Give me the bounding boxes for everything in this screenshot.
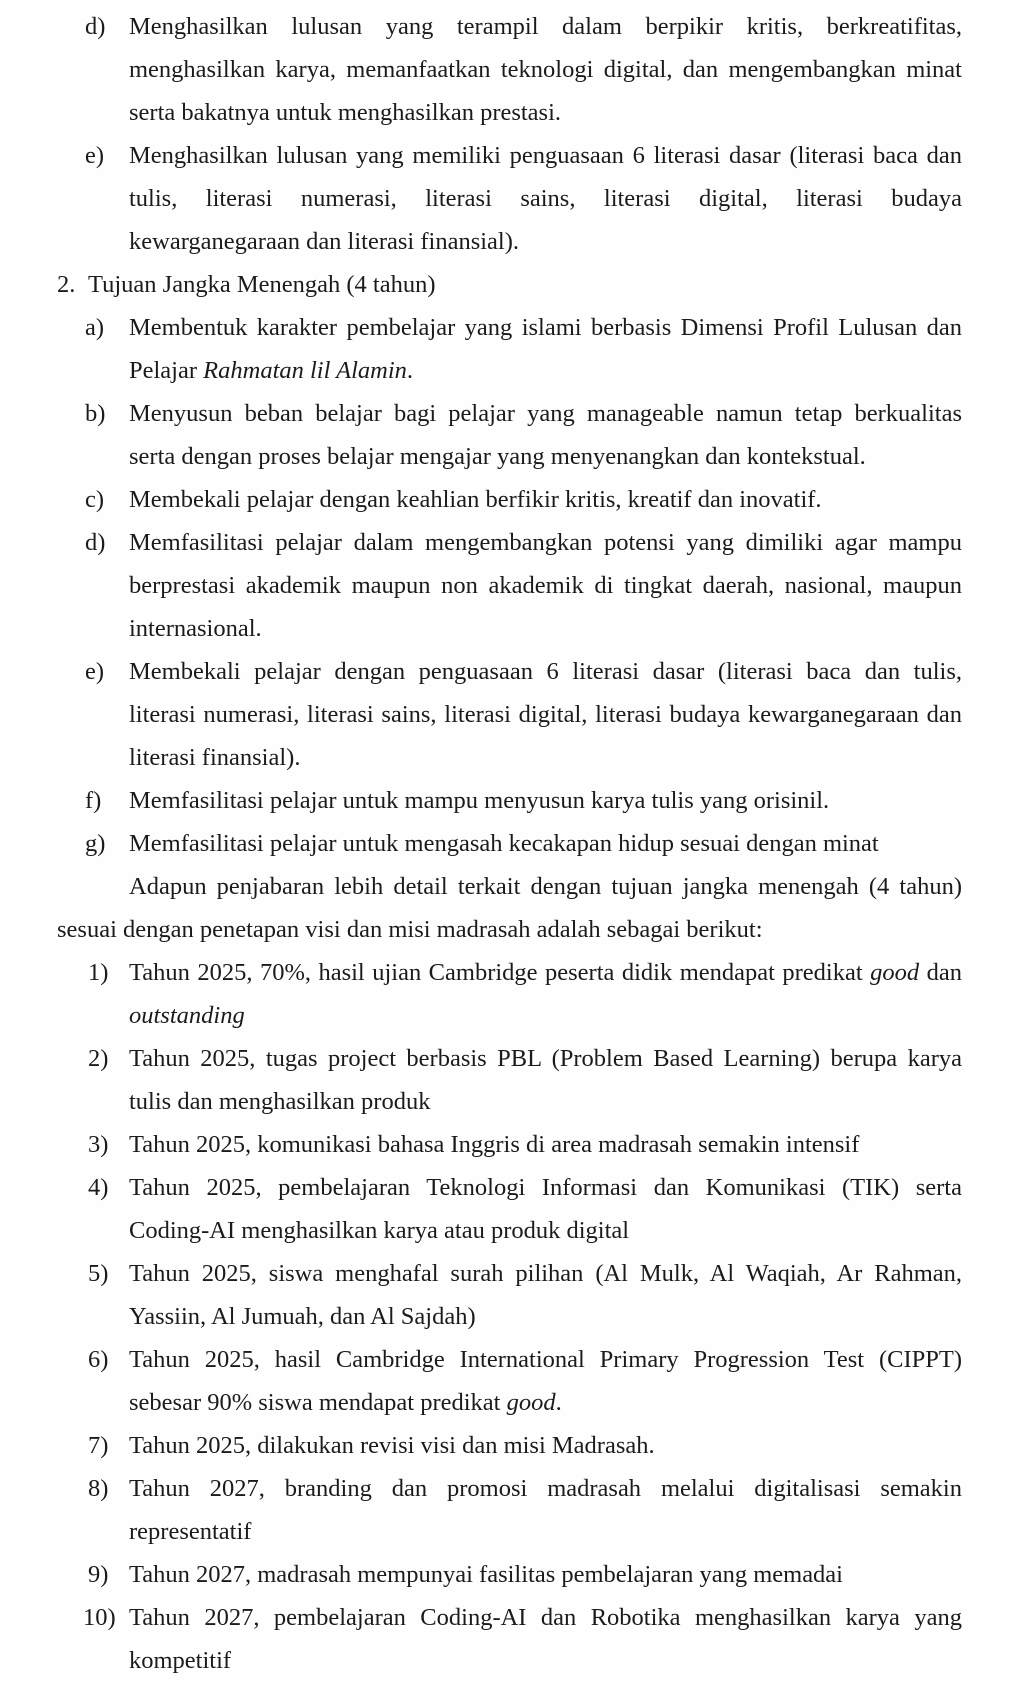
list-marker: b) [85, 400, 106, 427]
text-segment: literasi numerasi, literasi sains, literasi digital, literasi budaya kewarganegaraan dan [129, 701, 962, 728]
list-marker: c) [85, 486, 105, 513]
list-marker: d) [85, 529, 106, 556]
text-line [57, 220, 962, 263]
text-segment: Memfasilitasi pelajar untuk mengasah kecakapan hidup sesuai dengan minat [129, 830, 879, 857]
text-line [57, 1037, 962, 1080]
text-line [57, 822, 962, 865]
list-item-e [57, 650, 962, 779]
text-segment: . [555, 1389, 562, 1416]
text-line [57, 1424, 962, 1467]
text-segment: sesuai dengan penetapan visi dan misi madrasah adalah sebagai berikut: [57, 916, 763, 943]
text-segment: Membentuk karakter pembelajar yang islami berbasis Dimensi Profil Lulusan dan [129, 314, 962, 341]
text-line [57, 91, 962, 134]
text-line [57, 478, 962, 521]
text-line [57, 908, 962, 951]
text-segment: kompetitif [129, 1647, 232, 1674]
text-segment: Coding-AI menghasilkan karya atau produk digital [129, 1217, 630, 1244]
text-line [57, 1252, 962, 1295]
text-segment: Memfasilitasi pelajar dalam mengembangkan potensi yang dimiliki agar mampu [129, 529, 962, 556]
text-line [57, 1639, 962, 1682]
text-line [57, 1295, 962, 1338]
text-line [57, 1510, 962, 1553]
text-segment: Membekali pelajar dengan penguasaan 6 literasi dasar (literasi baca dan tulis, [129, 658, 962, 685]
text-segment: Menghasilkan lulusan yang terampil dalam berpikir kritis, berkreatifitas, [129, 13, 962, 40]
text-line [57, 650, 962, 693]
text-segment: Tahun 2025, dilakukan revisi visi dan misi Madrasah. [129, 1432, 655, 1459]
text-line [57, 1596, 962, 1639]
text-segment: Tahun 2027, branding dan promosi madrasah melalui digitalisasi semakin [129, 1475, 962, 1502]
text-segment: Tahun 2025, tugas project berbasis PBL (Problem Based Learning) berupa karya [129, 1045, 962, 1072]
list-item-g [57, 822, 962, 865]
text-line [57, 134, 962, 177]
text-segment: Membekali pelajar dengan keahlian berfikir kritis, kreatif dan inovatif. [129, 486, 822, 513]
text-line [57, 951, 962, 994]
text-line [57, 1123, 962, 1166]
text-segment: Tujuan Jangka Menengah (4 tahun) [88, 271, 436, 298]
text-segment: Menyusun beban belajar bagi pelajar yang manageable namun tetap berkualitas [129, 400, 962, 427]
text-line [57, 435, 962, 478]
text-segment: dan [919, 959, 962, 986]
text-segment: tulis dan menghasilkan produk [129, 1088, 431, 1115]
list-item-a [57, 306, 962, 392]
text-segment: . [406, 357, 413, 384]
text-line [57, 5, 962, 48]
list-marker: 3) [88, 1131, 109, 1158]
list-marker: 5) [88, 1260, 109, 1287]
italic-text: outstanding [129, 1002, 245, 1029]
text-segment: berprestasi akademik maupun non akademik di tingkat daerah, nasional, maupun [129, 572, 962, 599]
text-segment: Tahun 2025, hasil Cambridge International Primary Progression Test (CIPPT) [129, 1346, 962, 1373]
text-segment: serta dengan proses belajar mengajar yang menyenangkan dan kontekstual. [129, 443, 866, 470]
list-item-10 [57, 1596, 962, 1682]
list-item-e [57, 134, 962, 263]
text-line [57, 263, 962, 306]
text-segment: Tahun 2025, komunikasi bahasa Inggris di area madrasah semakin intensif [129, 1131, 860, 1158]
text-line [57, 1553, 962, 1596]
list-marker: f) [85, 787, 102, 814]
text-line [57, 994, 962, 1037]
list-item-2 [57, 1037, 962, 1123]
list-marker: 4) [88, 1174, 109, 1201]
document-body [57, 5, 962, 1682]
list-marker: 10) [83, 1604, 116, 1631]
text-segment: sebesar 90% siswa mendapat predikat [129, 1389, 507, 1416]
list-item-d [57, 5, 962, 134]
text-line [57, 48, 962, 91]
list-marker: 6) [88, 1346, 109, 1373]
paragraph [57, 865, 962, 951]
list-item-3 [57, 1123, 962, 1166]
list-item-9 [57, 1553, 962, 1596]
text-segment: serta bakatnya untuk menghasilkan prestasi. [129, 99, 562, 126]
list-item-f [57, 779, 962, 822]
text-line [57, 392, 962, 435]
text-segment: Tahun 2027, pembelajaran Coding-AI dan Robotika menghasilkan karya yang [129, 1604, 962, 1631]
text-line [57, 865, 962, 908]
text-segment: kewarganegaraan dan literasi finansial). [129, 228, 520, 255]
text-segment: Tahun 2027, madrasah mempunyai fasilitas pembelajaran yang memadai [129, 1561, 843, 1588]
text-segment: Tahun 2025, pembelajaran Teknologi Informasi dan Komunikasi (TIK) serta [129, 1174, 962, 1201]
list-item-c [57, 478, 962, 521]
list-marker: e) [85, 142, 105, 169]
list-marker: g) [85, 830, 106, 857]
list-item-7 [57, 1424, 962, 1467]
text-segment: menghasilkan karya, memanfaatkan teknologi digital, dan mengembangkan minat [129, 56, 962, 83]
list-item-4 [57, 1166, 962, 1252]
text-segment: representatif [129, 1518, 252, 1545]
text-segment: Tahun 2025, siswa menghafal surah pilihan (Al Mulk, Al Waqiah, Ar Rahman, [129, 1260, 962, 1287]
text-segment: tulis, literasi numerasi, literasi sains, literasi digital, literasi budaya [129, 185, 962, 212]
list-marker: 2) [88, 1045, 109, 1072]
text-line [57, 1166, 962, 1209]
list-marker: 2. [57, 271, 76, 298]
text-line [57, 1209, 962, 1252]
list-item-b [57, 392, 962, 478]
section-heading [57, 263, 962, 306]
text-line [57, 306, 962, 349]
list-marker: 7) [88, 1432, 109, 1459]
text-segment: internasional. [129, 615, 262, 642]
text-line [57, 736, 962, 779]
italic-text: good [506, 1389, 556, 1416]
text-segment: Adapun penjabaran lebih detail terkait dengan tujuan jangka menengah (4 tahun) [129, 873, 962, 900]
list-item-8 [57, 1467, 962, 1553]
list-marker: e) [85, 658, 105, 685]
italic-text: good [870, 959, 920, 986]
list-marker: 8) [88, 1475, 109, 1502]
list-item-1 [57, 951, 962, 1037]
text-line [57, 1080, 962, 1123]
list-marker: 1) [88, 959, 109, 986]
text-line [57, 1338, 962, 1381]
list-marker: 9) [88, 1561, 109, 1588]
list-marker: a) [85, 314, 105, 341]
text-segment: Yassiin, Al Jumuah, dan Al Sajdah) [129, 1303, 476, 1330]
text-segment: Pelajar [129, 357, 204, 384]
text-segment: literasi finansial). [129, 744, 301, 771]
text-line [57, 1467, 962, 1510]
list-item-5 [57, 1252, 962, 1338]
text-line [57, 564, 962, 607]
text-segment: Menghasilkan lulusan yang memiliki penguasaan 6 literasi dasar (literasi baca dan [129, 142, 962, 169]
text-line [57, 693, 962, 736]
text-line [57, 177, 962, 220]
text-line [57, 1381, 962, 1424]
text-line [57, 607, 962, 650]
text-line [57, 521, 962, 564]
text-segment: Memfasilitasi pelajar untuk mampu menyusun karya tulis yang orisinil. [129, 787, 830, 814]
text-line [57, 349, 962, 392]
text-segment: Tahun 2025, 70%, hasil ujian Cambridge peserta didik mendapat predikat [129, 959, 871, 986]
list-item-6 [57, 1338, 962, 1424]
text-line [57, 779, 962, 822]
italic-text: Rahmatan lil Alamin [203, 357, 407, 384]
list-item-d [57, 521, 962, 650]
list-marker: d) [85, 13, 106, 40]
